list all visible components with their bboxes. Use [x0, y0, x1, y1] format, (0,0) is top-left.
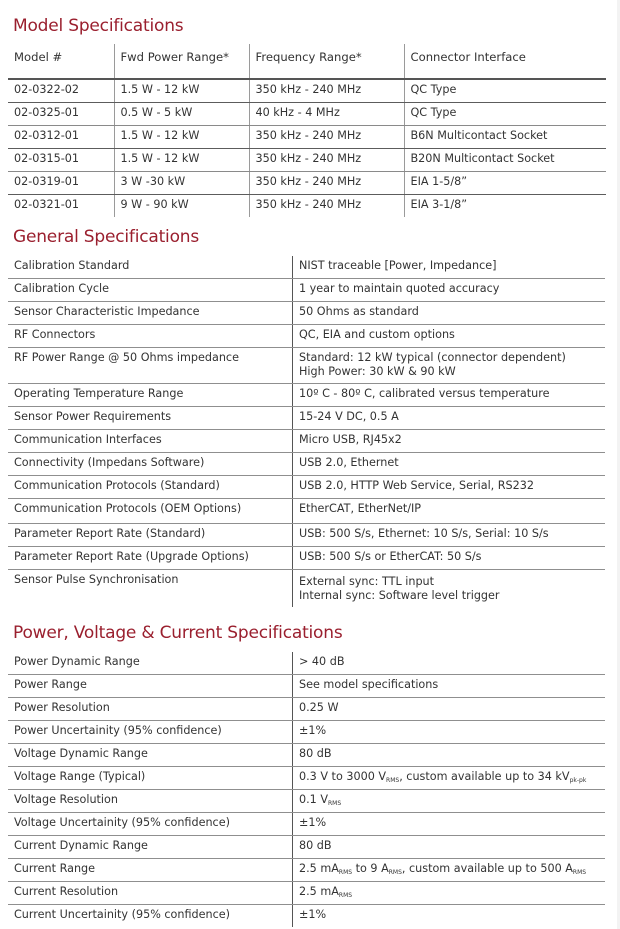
table-row	[8, 859, 605, 882]
spec-value: 80 dB	[293, 836, 606, 859]
value-text: 2.5 mA	[299, 862, 339, 875]
model-specs-header-row	[8, 44, 606, 79]
spec-value: 0.25 W	[293, 698, 606, 721]
frequency-range: 350 kHz - 240 MHz	[249, 79, 404, 103]
frequency-range: 350 kHz - 240 MHz	[249, 172, 404, 195]
model-number: 02-0315-01	[8, 149, 114, 172]
table-row	[8, 149, 606, 172]
spec-value: ±1%	[293, 905, 606, 928]
model-number: 02-0312-01	[8, 126, 114, 149]
spec-value: ±1%	[293, 813, 606, 836]
spec-value-line: Standard: 12 kW typical (connector dependent)	[299, 351, 566, 364]
connector-interface: EIA 1-5/8”	[404, 172, 606, 195]
model-number: 02-0322-02	[8, 79, 114, 103]
value-text: to 9 A	[352, 862, 389, 875]
connector-interface: B6N Multicontact Socket	[404, 126, 606, 149]
frequency-range: 40 kHz - 4 MHz	[249, 103, 404, 126]
spec-label: RF Connectors	[8, 325, 293, 348]
table-row	[8, 195, 606, 218]
fwd-power-range: 0.5 W - 5 kW	[114, 103, 249, 126]
frequency-range: 350 kHz - 240 MHz	[249, 149, 404, 172]
spec-label: Current Uncertainity (95% confidence)	[14, 908, 230, 921]
model-number: 02-0321-01	[14, 198, 80, 211]
spec-value: 80 dB	[293, 744, 606, 767]
fwd-power-range: 9 W - 90 kW	[114, 195, 249, 218]
spec-value: 15-24 V DC, 0.5 A	[293, 407, 606, 430]
table-row	[8, 384, 605, 407]
spec-value: USB: 500 S/s, Ethernet: 10 S/s, Serial: 10 S/s	[293, 524, 606, 547]
table-row	[8, 570, 605, 608]
spec-value: NIST traceable [Power, Impedance]	[293, 256, 606, 279]
col-header-fwd-power: Fwd Power Range*	[114, 44, 249, 79]
fwd-power-range: 1.5 W - 12 kW	[114, 79, 249, 103]
spec-label: Communication Interfaces	[8, 430, 293, 453]
table-row	[8, 499, 605, 524]
value-text: , custom available up to 500 A	[401, 862, 573, 875]
spec-label: Calibration Cycle	[8, 279, 293, 302]
spec-value	[293, 859, 606, 882]
unit-subscript: RMS	[386, 777, 400, 784]
spec-label: Power Range	[8, 675, 293, 698]
unit-subscript: RMS	[338, 869, 353, 876]
table-row	[8, 524, 605, 547]
spec-label: Operating Temperature Range	[8, 384, 293, 407]
col-header-model: Model #	[8, 44, 114, 79]
fwd-power-range: 1.5 W - 12 kW	[114, 149, 249, 172]
spec-value	[293, 348, 606, 384]
connector-interface: EIA 3-1/8”	[404, 195, 606, 218]
power-specs-table	[8, 652, 605, 927]
spec-value: See model specifications	[293, 675, 606, 698]
spec-label: Sensor Characteristic Impedance	[8, 302, 293, 325]
model-specs-table	[8, 44, 606, 217]
spec-value: 10º C - 80º C, calibrated versus temperature	[293, 384, 606, 407]
table-row	[8, 476, 605, 499]
spec-value: 1 year to maintain quoted accuracy	[293, 279, 606, 302]
col-header-frequency: Frequency Range*	[249, 44, 404, 79]
table-row	[8, 905, 605, 928]
value-text: 0.3 V to 3000 V	[299, 770, 387, 783]
unit-subscript: RMS	[572, 869, 587, 876]
model-number: 02-0325-01	[8, 103, 114, 126]
table-row	[8, 302, 605, 325]
spec-value: Micro USB, RJ45x2	[293, 430, 606, 453]
spec-value	[293, 767, 606, 790]
table-row	[8, 744, 605, 767]
spec-value	[293, 882, 606, 905]
spec-value-line: External sync: TTL input	[299, 575, 435, 588]
spec-value: USB 2.0, Ethernet	[293, 453, 606, 476]
spec-label: Voltage Dynamic Range	[8, 744, 293, 767]
table-row	[8, 103, 606, 126]
unit-subscript: RMS	[388, 869, 402, 876]
table-row	[8, 547, 605, 570]
spec-label: Parameter Report Rate (Upgrade Options)	[8, 547, 293, 570]
spec-label: Communication Protocols (Standard)	[8, 476, 293, 499]
table-row	[8, 348, 605, 384]
value-text: 0.1 V	[299, 793, 329, 806]
table-row	[8, 407, 605, 430]
spec-label: Power Resolution	[8, 698, 293, 721]
table-row	[8, 882, 605, 905]
table-row	[8, 279, 605, 302]
spec-value: > 40 dB	[293, 652, 606, 675]
table-row	[8, 652, 605, 675]
fwd-power-range: 1.5 W - 12 kW	[114, 126, 249, 149]
spec-value	[293, 570, 606, 608]
table-row	[8, 698, 605, 721]
spec-label: Voltage Uncertainity (95% confidence)	[8, 813, 293, 836]
spec-label: Communication Protocols (OEM Options)	[8, 499, 293, 524]
table-row	[8, 126, 606, 149]
spec-value-line: Internal sync: Software level trigger	[299, 589, 500, 602]
table-row	[8, 767, 605, 790]
power-specs-title: Power, Voltage & Current Specifications	[13, 623, 343, 643]
spec-label: Parameter Report Rate (Standard)	[8, 524, 293, 547]
col-header-connector: Connector Interface	[404, 44, 606, 79]
spec-label: Sensor Power Requirements	[8, 407, 293, 430]
spec-label: Voltage Resolution	[8, 790, 293, 813]
spec-label: RF Power Range @ 50 Ohms impedance	[8, 348, 293, 384]
value-text: , custom available up to 34 kV	[399, 770, 570, 783]
spec-value: 50 Ohms as standard	[293, 302, 606, 325]
table-row	[8, 790, 605, 813]
table-row	[8, 721, 605, 744]
model-number: 02-0319-01	[8, 172, 114, 195]
spec-label: Current Dynamic Range	[8, 836, 293, 859]
spec-value: EtherCAT, EtherNet/IP	[293, 499, 606, 524]
table-row	[8, 836, 605, 859]
table-row	[8, 256, 605, 279]
unit-subscript: RMS	[328, 800, 342, 807]
spec-value: ±1%	[293, 721, 606, 744]
spec-value: USB 2.0, HTTP Web Service, Serial, RS232	[293, 476, 606, 499]
table-row	[8, 813, 605, 836]
fwd-power-range: 3 W -30 kW	[114, 172, 249, 195]
spec-label: Calibration Standard	[8, 256, 293, 279]
table-row	[8, 172, 606, 195]
spec-label: Connectivity (Impedans Software)	[8, 453, 293, 476]
spec-label: Current Resolution	[8, 882, 293, 905]
general-specs-table	[8, 256, 605, 607]
connector-interface: QC Type	[404, 103, 606, 126]
spec-label: Current Range	[8, 859, 293, 882]
spec-value: QC, EIA and custom options	[293, 325, 606, 348]
table-row	[8, 675, 605, 698]
value-text: 2.5 mA	[299, 885, 339, 898]
spec-value	[293, 790, 606, 813]
model-specs-title: Model Specifications	[13, 16, 184, 36]
spec-value-line: High Power: 30 kW & 90 kW	[299, 365, 456, 378]
spec-label: Sensor Pulse Synchronisation	[14, 573, 179, 586]
unit-subscript: pk-pk	[569, 777, 587, 784]
connector-interface: B20N Multicontact Socket	[404, 149, 606, 172]
spec-label: Power Uncertainity (95% confidence)	[8, 721, 293, 744]
table-row	[8, 79, 606, 103]
table-row	[8, 430, 605, 453]
frequency-range: 350 kHz - 240 MHz	[249, 195, 404, 218]
general-specs-title: General Specifications	[13, 227, 200, 247]
spec-label: Voltage Range (Typical)	[8, 767, 293, 790]
unit-subscript: RMS	[338, 892, 353, 899]
connector-interface: QC Type	[404, 79, 606, 103]
table-row	[8, 325, 605, 348]
table-row	[8, 453, 605, 476]
spec-value: USB: 500 S/s or EtherCAT: 50 S/s	[293, 547, 606, 570]
frequency-range: 350 kHz - 240 MHz	[249, 126, 404, 149]
spec-label: Power Dynamic Range	[8, 652, 293, 675]
